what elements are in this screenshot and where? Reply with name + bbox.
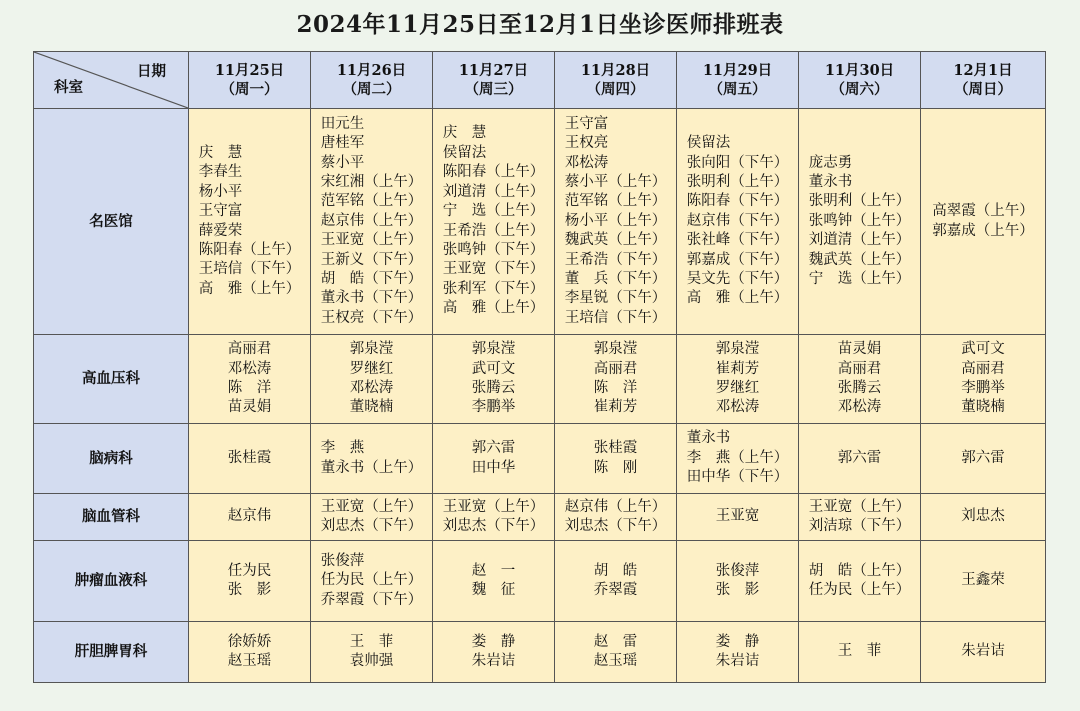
schedule-cell: [189, 622, 311, 683]
doctor-name: 邓松涛: [564, 154, 609, 171]
doctor-name: 张向阳（下午）: [686, 154, 789, 171]
header-row: [34, 52, 1046, 109]
schedule-cell: [311, 424, 433, 494]
schedule-cell: [799, 424, 921, 494]
doctor-name: 王希浩（上午）: [442, 222, 545, 239]
doctor-list: [443, 498, 545, 537]
doctor-name: 张 影: [715, 582, 760, 598]
day-date: 12月1日: [953, 62, 1013, 79]
day-date: 11月26日: [336, 62, 407, 79]
doctor-name: 侯留法: [442, 144, 487, 161]
doctor-name: 董 兵（下午）: [564, 271, 667, 288]
doctor-name: 王培信（下午）: [198, 261, 301, 278]
day-weekday: （周六）: [830, 81, 889, 98]
doctor-name: 董永书: [686, 430, 731, 447]
doctor-name: 李 燕: [320, 440, 365, 457]
doctor-name: 王亚宽（上午）: [442, 498, 545, 515]
schedule-cell: [921, 541, 1046, 622]
dept-row: [34, 494, 1046, 541]
day-weekday: （周日）: [954, 81, 1012, 98]
schedule-cell: [433, 424, 555, 494]
doctor-name: 高 雅（上午）: [442, 300, 545, 317]
doctor-name: 张桂霞: [227, 449, 272, 466]
doctor-name: 李鹏举: [961, 380, 1005, 396]
doctor-name: 范军铭（上午）: [564, 193, 667, 210]
doctor-name: 王亚宽（下午）: [442, 261, 545, 278]
doctor-name: 朱岩诘: [961, 643, 1005, 660]
doctor-name: 董永书: [808, 173, 853, 190]
doctor-name: 王 菲: [349, 633, 394, 650]
schedule-cell: [555, 424, 677, 494]
doctor-list: [199, 144, 301, 299]
doctor-list: [443, 124, 545, 318]
dept-row: [34, 541, 1046, 622]
schedule-cell: [677, 109, 799, 335]
schedule-cell: [433, 494, 555, 541]
schedule-cell: [677, 541, 799, 622]
schedule-cell: [311, 541, 433, 622]
doctor-list: [961, 449, 1005, 468]
doctor-name: 娄 静: [715, 633, 760, 650]
doctor-list: [716, 633, 760, 672]
doctor-list: [594, 562, 638, 601]
doctor-name: 王亚宽（上午）: [320, 498, 423, 515]
dept-name: 名医馆: [34, 109, 189, 335]
doctor-name: 胡 皓（下午）: [320, 271, 423, 288]
schedule-cell: [433, 541, 555, 622]
dept-name: 高血压科: [34, 335, 189, 424]
doctor-list: [321, 115, 423, 328]
doctor-name: 袁帅强: [349, 653, 394, 669]
doctor-list: [716, 507, 760, 526]
doctor-name: 陈 洋: [227, 380, 272, 396]
doctor-name: 郭六雷: [471, 440, 516, 457]
schedule-cell: [799, 109, 921, 335]
header-day: [433, 52, 555, 109]
doctor-list: [350, 633, 394, 672]
doctor-name: 庆 慧: [442, 125, 487, 142]
doctor-name: 徐娇娇: [227, 633, 272, 650]
doctor-name: 郭六雷: [961, 449, 1005, 466]
doctor-name: 蔡小平（上午）: [564, 173, 667, 190]
doctor-name: 赵玉瑶: [227, 653, 272, 669]
doctor-name: 田中华: [471, 459, 516, 476]
doctor-name: 崔莉芳: [715, 360, 760, 377]
doctor-name: 胡 皓（上午）: [808, 562, 911, 579]
doctor-list: [594, 633, 638, 672]
schedule-cell: [555, 335, 677, 424]
doctor-list: [932, 202, 1034, 241]
doctor-list: [472, 340, 516, 418]
doctor-list: [838, 642, 882, 661]
doctor-list: [687, 429, 789, 487]
day-date: 11月29日: [702, 62, 773, 79]
doctor-name: 田中华（下午）: [686, 469, 789, 486]
doctor-name: 苗灵娟: [837, 341, 882, 358]
doctor-name: 乔翠霞: [593, 582, 638, 598]
schedule-cell: [677, 622, 799, 683]
doctor-name: 朱岩诘: [715, 653, 760, 669]
doctor-name: 张腾云: [837, 380, 882, 396]
doctor-list: [228, 633, 272, 672]
header-corner-cell: [34, 52, 189, 109]
doctor-name: 高丽君: [593, 360, 638, 377]
schedule-cell: [311, 109, 433, 335]
header-date-label: 日期: [137, 63, 166, 80]
doctor-name: 崔莉芳: [593, 399, 638, 416]
schedule-cell: [311, 494, 433, 541]
doctor-list: [321, 498, 423, 537]
doctor-list: [321, 552, 423, 610]
doctor-list: [228, 340, 272, 418]
doctor-name: 张 影: [227, 582, 272, 598]
header-day: [555, 52, 677, 109]
doctor-name: 王 菲: [837, 643, 882, 660]
page-title: 2024年11月25日至12月1日坐诊医师排班表: [296, 11, 784, 38]
schedule-cell: [799, 494, 921, 541]
doctor-name: 刘洁琼（下午）: [808, 518, 911, 534]
doctor-list: [961, 571, 1005, 590]
header-day: [677, 52, 799, 109]
schedule-cell: [799, 541, 921, 622]
doctor-name: 刘忠杰: [961, 508, 1005, 525]
doctor-name: 苗灵娟: [227, 399, 272, 416]
doctor-name: 高 雅（上午）: [198, 280, 301, 297]
doctor-name: 刘忠杰（下午）: [564, 518, 667, 534]
doctor-name: 陈阳春（下午）: [686, 193, 789, 210]
schedule-cell: [433, 109, 555, 335]
schedule-cell: [555, 109, 677, 335]
doctor-name: 魏武英（上午）: [564, 232, 667, 249]
day-date: 11月28日: [580, 62, 651, 79]
doctor-name: 魏武英（上午）: [808, 251, 911, 268]
doctor-name: 李 燕（上午）: [686, 449, 789, 466]
doctor-name: 娄 静: [471, 633, 516, 650]
header-day: [799, 52, 921, 109]
doctor-name: 宋红湘（上午）: [320, 173, 423, 190]
doctor-name: 邓松涛: [349, 380, 394, 396]
doctor-name: 刘道清（上午）: [808, 232, 911, 249]
doctor-name: 庆 慧: [198, 144, 243, 161]
doctor-name: 董永书（下午）: [320, 290, 423, 307]
dept-name: 肿瘤血液科: [34, 541, 189, 622]
doctor-name: 张俊萍: [715, 562, 760, 579]
doctor-name: 王希浩（下午）: [564, 251, 667, 268]
schedule-cell: [311, 622, 433, 683]
doctor-name: 侯留法: [686, 135, 731, 152]
doctor-name: 唐桂军: [320, 135, 365, 152]
doctor-name: 王培信（下午）: [564, 309, 667, 326]
doctor-name: 刘忠杰（下午）: [442, 518, 545, 534]
doctor-name: 武可文: [961, 341, 1005, 358]
day-date: 11月25日: [214, 62, 285, 79]
schedule-cell: [921, 424, 1046, 494]
doctor-name: 薛爱荣: [198, 222, 243, 239]
doctor-name: 杨小平（上午）: [564, 212, 667, 229]
doctor-name: 邓松涛: [837, 399, 882, 416]
doctor-name: 张明利（上午）: [808, 193, 911, 210]
header-dept-label: 科室: [54, 79, 83, 96]
doctor-list: [809, 562, 911, 601]
doctor-name: 王亚宽（上午）: [808, 498, 911, 515]
doctor-list: [228, 449, 272, 468]
doctor-name: 罗继红: [349, 360, 394, 377]
schedule-cell: [189, 109, 311, 335]
doctor-list: [594, 340, 638, 418]
day-weekday: （周一）: [220, 81, 279, 98]
doctor-name: 田元生: [320, 115, 365, 132]
schedule-cell: [555, 541, 677, 622]
doctor-name: 王亚宽（上午）: [320, 232, 423, 249]
doctor-name: 任为民（上午）: [808, 582, 911, 598]
doctor-name: 邓松涛: [715, 399, 760, 416]
doctor-name: 郭泉滢: [715, 341, 760, 358]
doctor-name: 赵 一: [471, 562, 516, 579]
schedule-cell: [189, 494, 311, 541]
header-day: [921, 52, 1046, 109]
schedule-cell: [921, 109, 1046, 335]
doctor-name: 李鹏举: [471, 399, 516, 416]
doctor-name: 杨小平: [198, 183, 243, 200]
doctor-name: 郭嘉成（上午）: [932, 222, 1034, 239]
doctor-list: [594, 439, 638, 478]
doctor-list: [838, 340, 882, 418]
doctor-name: 张腾云: [471, 380, 516, 396]
schedule-cell: [433, 622, 555, 683]
schedule-cell: [799, 622, 921, 683]
schedule-cell: [189, 335, 311, 424]
schedule-body: [34, 109, 1046, 683]
dept-name: 脑病科: [34, 424, 189, 494]
schedule-table: [33, 51, 1046, 683]
doctor-name: 乔翠霞（下午）: [320, 591, 423, 608]
doctor-name: 王鑫荣: [961, 572, 1005, 589]
doctor-name: 蔡小平: [320, 154, 365, 171]
doctor-list: [321, 439, 423, 478]
doctor-list: [565, 498, 667, 537]
schedule-cell: [189, 424, 311, 494]
schedule-cell: [311, 335, 433, 424]
doctor-name: 王权亮（下午）: [320, 309, 423, 326]
schedule-cell: [677, 335, 799, 424]
doctor-name: 陈阳春（上午）: [442, 164, 545, 181]
day-date: 11月27日: [458, 62, 529, 79]
doctor-list: [565, 115, 667, 328]
doctor-name: 董晓楠: [349, 399, 394, 416]
doctor-list: [228, 507, 272, 526]
doctor-name: 李春生: [198, 164, 243, 181]
doctor-name: 高 雅（上午）: [686, 290, 789, 307]
doctor-name: 郭嘉成（下午）: [686, 251, 789, 268]
doctor-name: 郭泉滢: [471, 341, 516, 358]
day-weekday: （周二）: [342, 81, 401, 98]
day-weekday: （周五）: [708, 81, 767, 98]
doctor-list: [472, 562, 516, 601]
doctor-name: 王权亮: [564, 135, 609, 152]
doctor-name: 陈 洋: [593, 380, 638, 396]
doctor-name: 王亚宽: [715, 508, 760, 525]
doctor-name: 王守富: [564, 115, 609, 132]
day-weekday: （周三）: [464, 81, 523, 98]
dept-row: [34, 622, 1046, 683]
day-date: 11月30日: [824, 62, 895, 79]
schedule-cell: [921, 494, 1046, 541]
day-weekday: （周四）: [586, 81, 645, 98]
doctor-name: 王新义（下午）: [320, 251, 423, 268]
doctor-name: 任为民: [227, 562, 272, 579]
doctor-list: [472, 439, 516, 478]
doctor-name: 宁 选（上午）: [808, 271, 911, 288]
doctor-list: [472, 633, 516, 672]
doctor-name: 郭泉滢: [593, 341, 638, 358]
doctor-list: [961, 340, 1005, 418]
doctor-name: 张利军（下午）: [442, 280, 545, 297]
doctor-name: 刘忠杰（下午）: [320, 518, 423, 534]
doctor-name: 罗继红: [715, 380, 760, 396]
doctor-list: [961, 642, 1005, 661]
doctor-name: 李星锐（下午）: [564, 290, 667, 307]
schedule-cell: [555, 622, 677, 683]
doctor-name: 赵玉瑶: [593, 653, 638, 669]
doctor-name: 郭泉滢: [349, 341, 394, 358]
schedule-cell: [921, 335, 1046, 424]
doctor-name: 高丽君: [837, 360, 882, 377]
doctor-name: 范军铭（上午）: [320, 193, 423, 210]
doctor-name: 张俊萍: [320, 552, 365, 569]
doctor-name: 任为民（上午）: [320, 572, 423, 589]
doctor-list: [228, 562, 272, 601]
doctor-name: 胡 皓: [593, 562, 638, 579]
doctor-name: 宁 选（上午）: [442, 203, 545, 220]
doctor-list: [838, 449, 882, 468]
doctor-name: 朱岩诘: [471, 653, 516, 669]
header-day: [189, 52, 311, 109]
doctor-name: 赵京伟（下午）: [686, 212, 789, 229]
doctor-list: [716, 562, 760, 601]
schedule-cell: [677, 424, 799, 494]
doctor-name: 邓松涛: [227, 360, 272, 377]
doctor-list: [687, 134, 789, 309]
schedule-cell: [677, 494, 799, 541]
doctor-name: 赵 雷: [593, 633, 638, 650]
dept-row: [34, 109, 1046, 335]
doctor-name: 张桂霞: [593, 440, 638, 457]
schedule-cell: [433, 335, 555, 424]
doctor-name: 吴文先（下午）: [686, 271, 789, 288]
schedule-cell: [189, 541, 311, 622]
doctor-name: 赵京伟: [227, 508, 272, 525]
doctor-name: 董晓楠: [961, 399, 1005, 416]
doctor-name: 武可文: [471, 360, 516, 377]
doctor-name: 赵京伟（上午）: [564, 498, 667, 515]
doctor-name: 张明利（上午）: [686, 173, 789, 190]
doctor-name: 陈阳春（上午）: [198, 241, 301, 258]
doctor-name: 庞志勇: [808, 154, 853, 171]
doctor-name: 高丽君: [961, 360, 1005, 377]
dept-row: [34, 424, 1046, 494]
doctor-list: [716, 340, 760, 418]
schedule-cell: [555, 494, 677, 541]
doctor-name: 魏 征: [471, 582, 516, 598]
header-day: [311, 52, 433, 109]
doctor-name: 刘道清（上午）: [442, 183, 545, 200]
schedule-cell: [799, 335, 921, 424]
doctor-name: 张鸣钟（下午）: [442, 241, 545, 258]
doctor-list: [809, 498, 911, 537]
doctor-list: [961, 507, 1005, 526]
doctor-list: [350, 340, 394, 418]
doctor-name: 陈 刚: [593, 459, 638, 476]
doctor-name: 高丽君: [227, 341, 272, 358]
doctor-name: 张社峰（下午）: [686, 232, 789, 249]
dept-row: [34, 335, 1046, 424]
doctor-name: 高翠霞（上午）: [932, 203, 1034, 220]
doctor-name: 王守富: [198, 203, 243, 220]
doctor-list: [809, 154, 911, 290]
schedule-cell: [921, 622, 1046, 683]
doctor-name: 赵京伟（上午）: [320, 212, 423, 229]
dept-name: 脑血管科: [34, 494, 189, 541]
doctor-name: 郭六雷: [837, 449, 882, 466]
dept-name: 肝胆脾胃科: [34, 622, 189, 683]
doctor-name: 张鸣钟（上午）: [808, 212, 911, 229]
doctor-name: 董永书（上午）: [320, 459, 423, 476]
